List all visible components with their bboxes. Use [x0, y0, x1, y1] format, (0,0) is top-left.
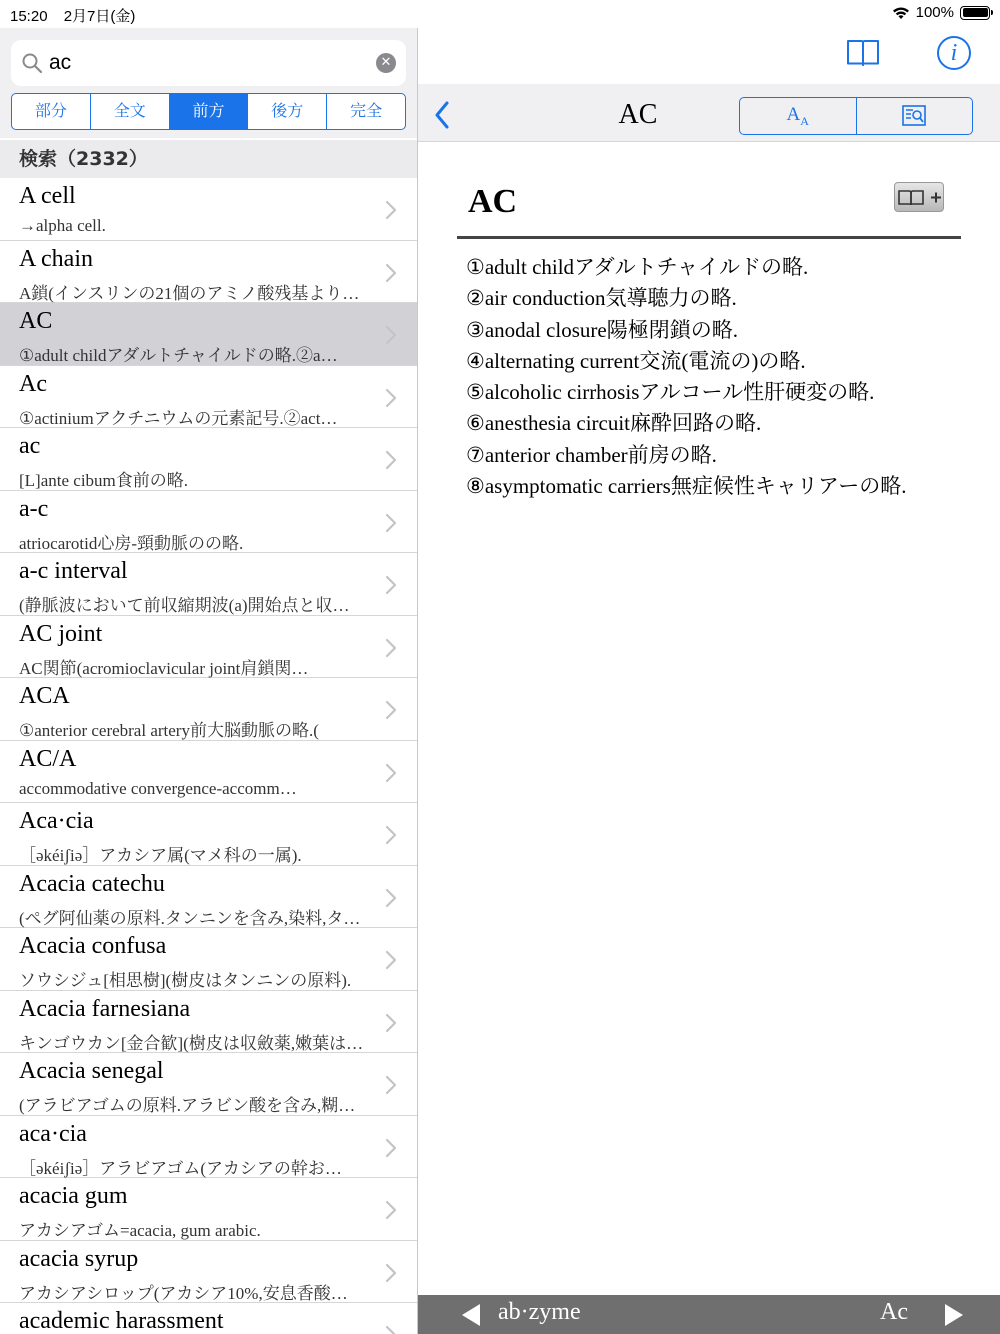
battery-fill: [963, 8, 988, 17]
result-summary: (ペグ阿仙薬の原料.タンニンを含み,染料,タ…: [19, 908, 361, 928]
result-title: Acacia catechu: [19, 870, 165, 897]
definition-line: ⑧asymptomatic carriers無症候性キャリアーの略.: [466, 474, 907, 499]
result-summary: アカシアゴム=acacia, gum arabic.: [19, 1221, 261, 1240]
result-summary: AC関節(acromioclavicular joint肩鎖関…: [19, 658, 309, 678]
entry-headword: AC: [468, 183, 518, 220]
chevron-right-icon: [385, 825, 397, 845]
detail-top-toolbar: [418, 28, 1000, 84]
result-row[interactable]: [0, 1178, 417, 1241]
chevron-right-icon: [385, 575, 397, 595]
result-title: Acacia senegal: [19, 1058, 164, 1084]
result-row[interactable]: [0, 991, 417, 1054]
chevron-right-icon: [385, 388, 397, 408]
result-title: academic harassment: [19, 1308, 224, 1334]
result-summary: (静脈波において前収縮期波(a)開始点と収…: [19, 596, 350, 615]
result-summary: ［əkéiʃiə］アラビアゴム(アカシアの幹お…: [19, 1158, 342, 1178]
info-icon[interactable]: i: [937, 36, 971, 70]
chevron-right-icon: [385, 263, 397, 283]
result-summary: ソウシジュ[相思樹](樹皮はタンニンの原料).: [19, 971, 352, 990]
search-in-page-button[interactable]: [857, 98, 973, 134]
battery-icon: [960, 6, 990, 20]
result-title: ACA: [19, 683, 70, 709]
result-row[interactable]: [0, 741, 417, 804]
chevron-right-icon: [385, 513, 397, 533]
next-entry-word[interactable]: Ac: [880, 1299, 908, 1325]
result-title: AC/A: [19, 745, 77, 772]
entry-divider: [457, 236, 961, 239]
result-summary: ①adult childアダルトチャイルドの略.②a…: [19, 346, 338, 365]
result-summary: (アラビアゴムの原料.アラビン酸を含み,糊…: [19, 1096, 356, 1115]
font-size-large-a: A: [786, 103, 801, 125]
result-row[interactable]: [0, 428, 417, 491]
result-summary: atriocarotid心房-頸動脈のの略.: [19, 533, 244, 553]
result-title: acacia gum: [19, 1183, 128, 1209]
chevron-right-icon: [385, 1263, 397, 1283]
chevron-right-icon: [385, 763, 397, 783]
search-mode-2[interactable]: 全文: [91, 94, 170, 129]
font-size-button[interactable]: [740, 98, 857, 134]
status-bar: [0, 0, 1000, 28]
search-mode-segmented-control: [11, 93, 406, 130]
chevron-right-icon: [385, 1138, 397, 1158]
search-area: [0, 28, 417, 138]
result-title: acacia syrup: [19, 1245, 139, 1272]
result-row[interactable]: [0, 678, 417, 741]
font-size-icon: [787, 104, 809, 129]
definition-line: ⑦anterior chamber前房の略.: [466, 442, 717, 467]
result-row[interactable]: [0, 866, 417, 929]
result-title: Ac: [19, 370, 47, 397]
result-row[interactable]: [0, 491, 417, 554]
status-time: 15:20: [10, 8, 48, 25]
result-title: A chain: [19, 245, 93, 272]
definitions: [466, 252, 986, 502]
detail-nav-bar: [418, 84, 1000, 142]
search-box[interactable]: [11, 40, 406, 86]
search-pane: [0, 28, 417, 1334]
chevron-right-icon: [385, 1200, 397, 1220]
definition-line: ①adult childアダルトチャイルドの略.: [466, 255, 809, 279]
result-summary: キンゴウカン[金合歓](樹皮は収斂薬,嫩葉は…: [19, 1033, 364, 1053]
search-mode-3[interactable]: 前方: [170, 94, 249, 129]
result-title: AC: [19, 308, 53, 334]
result-row[interactable]: [0, 928, 417, 991]
search-mode-1[interactable]: 部分: [12, 94, 91, 129]
book-icon[interactable]: [846, 38, 880, 68]
result-row[interactable]: [0, 178, 417, 241]
result-title: a-c: [19, 495, 49, 522]
result-summary: ［əkéiʃiə］アカシア属(マメ科の一属).: [19, 846, 302, 865]
result-row[interactable]: [0, 1303, 417, 1334]
search-mode-5[interactable]: 完全: [350, 101, 383, 120]
definition-line: ③anodal closure陽極閉鎖の略.: [466, 317, 738, 342]
search-in-page-icon: [901, 104, 927, 128]
chevron-right-icon: [385, 950, 397, 970]
chevron-right-icon: [385, 1075, 397, 1095]
font-size-small-a: A: [800, 113, 809, 128]
result-title: Acacia farnesiana: [19, 995, 191, 1022]
result-row[interactable]: [0, 303, 417, 366]
result-summary: アカシアシロップ(アカシア10%,安息香酸…: [19, 1283, 348, 1303]
clear-search-button[interactable]: ✕: [376, 53, 396, 73]
result-row[interactable]: [0, 1241, 417, 1304]
definition-line: ⑤alcoholic cirrhosisアルコール性肝硬変の略.: [466, 380, 875, 405]
detail-nav-title: AC: [618, 99, 658, 130]
previous-entry-word[interactable]: ab·zyme: [498, 1299, 581, 1325]
chevron-right-icon: [385, 1325, 397, 1334]
chevron-right-icon: [385, 700, 397, 720]
chevron-right-icon: [385, 638, 397, 658]
status-right: [892, 4, 990, 21]
chevron-right-icon: [385, 200, 397, 220]
result-row[interactable]: [0, 241, 417, 304]
result-row[interactable]: [0, 366, 417, 429]
result-title: Acacia confusa: [19, 933, 167, 959]
next-entry-icon[interactable]: [943, 1303, 965, 1327]
chevron-right-icon: [385, 325, 397, 345]
result-summary: [L]ante cibum食前の略.: [19, 471, 189, 490]
search-input[interactable]: [49, 47, 369, 79]
definition-line: ⑥anesthesia circuit麻酔回路の略.: [466, 411, 762, 436]
chevron-right-icon: [385, 1013, 397, 1033]
previous-entry-icon[interactable]: [460, 1303, 482, 1327]
results-list: [0, 178, 417, 1334]
result-row[interactable]: [0, 803, 417, 866]
result-title: a-c interval: [19, 558, 128, 584]
result-title: Aca·cia: [19, 808, 94, 834]
results-count-header: 検索（2332）: [0, 140, 417, 178]
definition-line: ②air conduction気導聴力の略.: [466, 286, 737, 311]
result-row[interactable]: [0, 1053, 417, 1116]
result-title: AC joint: [19, 620, 103, 647]
result-title: ac: [19, 433, 41, 459]
add-bookmark-button[interactable]: [894, 182, 944, 212]
wifi-icon: [892, 6, 910, 20]
result-title: A cell: [19, 183, 76, 209]
result-row[interactable]: [0, 616, 417, 679]
add-bookmark-icon: [895, 183, 945, 213]
battery-percent: 100%: [915, 4, 954, 21]
result-title: aca·cia: [19, 1120, 87, 1147]
definition-line: ④alternating current交流(電流の)の略.: [466, 348, 806, 373]
detail-pane: [418, 28, 1000, 1334]
result-row[interactable]: [0, 553, 417, 616]
search-icon: [21, 52, 43, 74]
result-row[interactable]: [0, 1116, 417, 1179]
entry-navigation-bar: [418, 1295, 1000, 1334]
result-summary: ①actiniumアクチニウムの元素記号.②act…: [19, 408, 338, 428]
chevron-right-icon: [385, 450, 397, 470]
result-summary: accommodative convergence-accomm…: [19, 778, 297, 798]
result-summary: →alpha cell.: [19, 216, 106, 235]
detail-tools-segmented-control: [739, 97, 973, 135]
chevron-right-icon: [385, 888, 397, 908]
status-left: [10, 5, 147, 26]
result-summary: ①anterior cerebral artery前大脳動脈の略.(: [19, 721, 319, 740]
result-summary: A鎖(インスリンの21個のアミノ酸残基より…: [19, 283, 360, 303]
status-date: 2月7日(金): [63, 8, 136, 25]
search-mode-4[interactable]: 後方: [248, 94, 327, 129]
